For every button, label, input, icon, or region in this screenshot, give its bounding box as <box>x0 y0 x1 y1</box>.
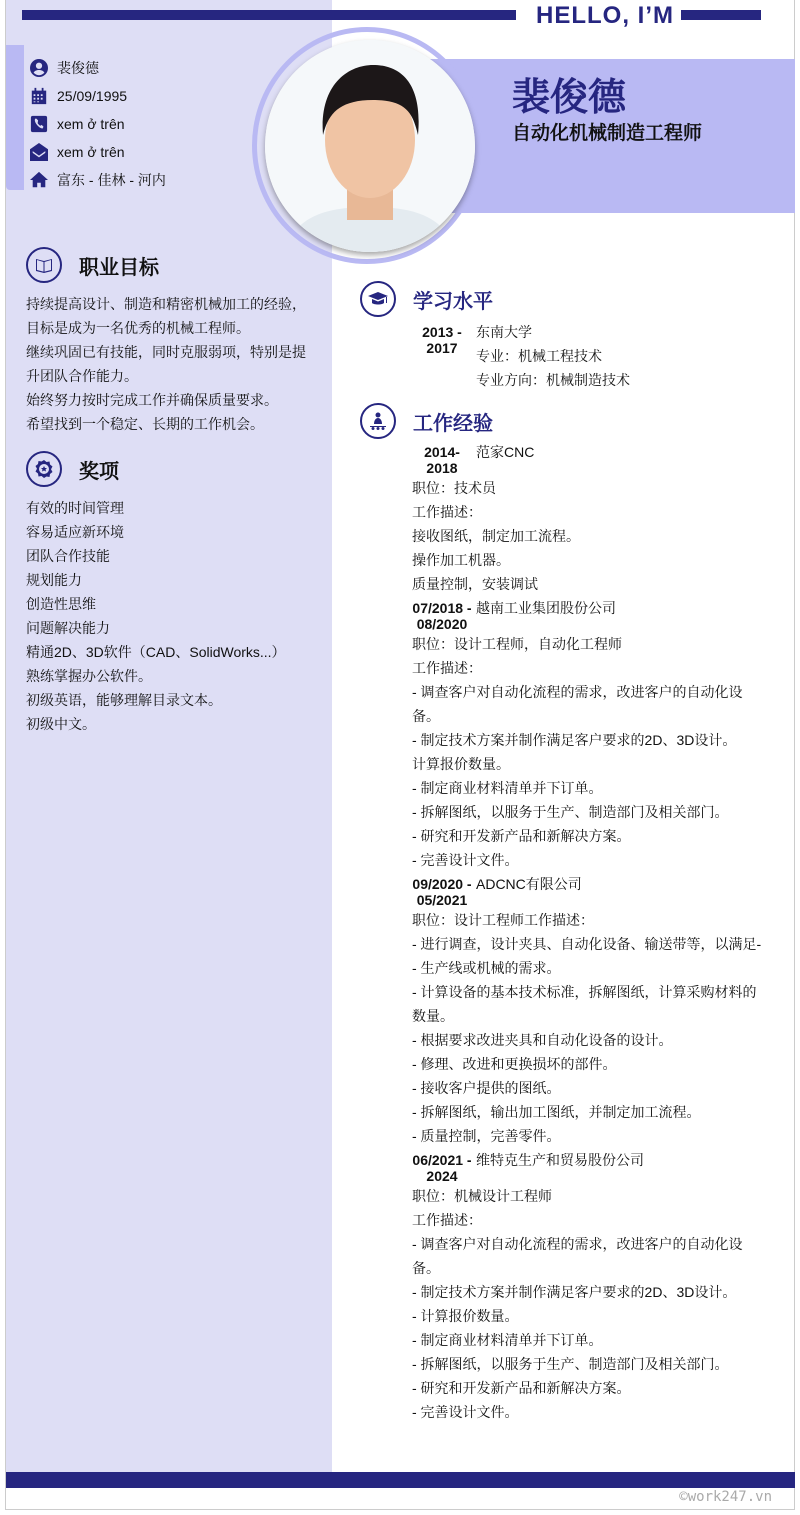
entry-line: - 进行调查，设计夹具、自动化设备、输送带等，以满足- <box>412 936 762 952</box>
award-item: 精通2D、3D软件（CAD、SolidWorks...） <box>26 644 286 660</box>
name-heading: 裴俊德 <box>512 77 627 119</box>
user-icon <box>30 59 48 77</box>
entry-line: - 研究和开发新产品和新解决方案。 <box>412 828 631 844</box>
entry-line: 职位：机械设计工程师 <box>412 1188 552 1204</box>
left-column <box>26 246 316 736</box>
entry-line: - 制定商业材料清单并下订单。 <box>412 1332 603 1348</box>
entry-line: - 修理、改进和更换损坏的部件。 <box>412 1056 617 1072</box>
award-item: 容易适应新环境 <box>26 524 124 540</box>
entry-lines <box>412 1184 770 1424</box>
award-item: 有效的时间管理 <box>26 500 124 516</box>
entry-lines <box>412 632 770 872</box>
entry-line: - 研究和开发新产品和新解决方案。 <box>412 1380 631 1396</box>
company-name: 维特克生产和贸易股份公司 <box>476 1152 644 1168</box>
award-item: 初级英语，能够理解目录文本。 <box>26 692 222 708</box>
entry-line: 接收图纸，制定加工流程。 <box>412 528 580 544</box>
medal-icon <box>26 451 62 487</box>
entry-lines <box>412 908 770 1148</box>
entry-line: - 完善设计文件。 <box>412 1404 519 1420</box>
section-title: 职业目标 <box>79 256 159 279</box>
entry-date: 2014- 2018 <box>424 444 460 476</box>
section-title: 奖项 <box>79 460 119 483</box>
entry-line: - 质量控制，完善零件。 <box>412 1128 561 1144</box>
contact-name <box>30 54 166 82</box>
experience-entry <box>360 1148 770 1424</box>
top-bar-right <box>681 10 761 20</box>
entry-date: 06/2021 - 2024 <box>412 1152 472 1184</box>
job-title: 自动化机械制造工程师 <box>512 123 703 144</box>
entry-line: 工作描述： <box>412 1212 482 1228</box>
entry-line: 质量控制，安装调试 <box>412 576 538 592</box>
entry-line: - 完善设计文件。 <box>412 852 519 868</box>
entry-lines <box>412 476 770 596</box>
entry-date: 07/2018 - 08/2020 <box>412 600 472 632</box>
entry-line: - 拆解图纸，以服务于生产、制造部门及相关部门。 <box>412 804 729 820</box>
entry-line: - 计算报价数量。 <box>412 1308 519 1324</box>
entry-date: 2013 - 2017 <box>422 324 462 356</box>
home-icon <box>30 171 48 189</box>
contact-text: xem ở trên <box>57 116 125 132</box>
entry-line: - 拆解图纸，以服务于生产、制造部门及相关部门。 <box>412 1356 729 1372</box>
contact-address <box>30 166 166 194</box>
entry-line: - 拆解图纸，输出加工图纸，并制定加工流程。 <box>412 1104 701 1120</box>
entry-head <box>412 440 770 476</box>
contact-text: xem ở trên <box>57 144 125 160</box>
award-item: 问题解决能力 <box>26 620 110 636</box>
section-title: 学习水平 <box>413 290 493 313</box>
company-name: ADCNC有限公司 <box>476 876 582 892</box>
entry-date: 09/2020 - 05/2021 <box>412 876 472 908</box>
objective-text <box>26 292 316 436</box>
award-item: 初级中文。 <box>26 716 96 732</box>
watermark: ©work247.vn <box>679 1489 772 1505</box>
graduation-cap-icon <box>360 281 396 317</box>
company-name: 越南工业集团股份公司 <box>476 600 616 616</box>
company-name: 范家CNC <box>476 444 535 460</box>
contact-phone <box>30 110 166 138</box>
calendar-icon <box>30 87 48 105</box>
contact-accent <box>6 45 24 190</box>
entry-line: - 生产线或机械的需求。 <box>412 960 561 976</box>
objective-line: 希望找到一个稳定、长期的工作机会。 <box>26 416 264 432</box>
entry-line: - 调查客户对自动化流程的需求，改进客户的自动化设备。 <box>412 1236 743 1276</box>
experience-entry <box>360 872 770 1148</box>
experience-list <box>360 440 770 1424</box>
entry-line: 职位：技术员 <box>412 480 496 496</box>
entry-line: - 接收客户提供的图纸。 <box>412 1080 561 1096</box>
right-column <box>360 280 770 1424</box>
entry-line: - 计算设备的基本技术标准，拆解图纸，计算采购材料的数量。 <box>412 984 757 1024</box>
entry-line: - 制定商业材料清单并下订单。 <box>412 780 603 796</box>
email-icon <box>30 143 48 161</box>
contact-text: 25/09/1995 <box>57 88 128 104</box>
contact-text: 裴俊德 <box>57 60 99 76</box>
awards-list <box>26 496 316 736</box>
entry-line: - 调查客户对自动化流程的需求，改进客户的自动化设备。 <box>412 684 743 724</box>
top-bar-left <box>22 10 516 20</box>
awards-header <box>26 450 316 488</box>
phone-icon <box>30 115 48 133</box>
objective-header <box>26 246 316 284</box>
profile-photo <box>265 40 475 252</box>
entry-line: 操作加工机器。 <box>412 552 510 568</box>
award-item: 规划能力 <box>26 572 82 588</box>
entry-details <box>476 320 630 392</box>
experience-header <box>360 402 770 440</box>
award-item: 团队合作技能 <box>26 548 110 564</box>
entry-line: - 制定技术方案并制作满足客户要求的2D、3D设计。 <box>412 1284 737 1300</box>
education-header <box>360 280 770 318</box>
entry-line: 工作描述： <box>412 504 482 520</box>
major: 专业：机械工程技术 <box>476 348 602 364</box>
objective-line: 持续提高设计、制造和精密机械加工的经验，目标是成为一名优秀的机械工程师。 <box>26 296 306 336</box>
entry-line: 计算报价数量。 <box>412 756 510 772</box>
entry-line: 职位：设计工程师，自动化工程师 <box>412 636 622 652</box>
bottom-bar <box>6 1472 795 1488</box>
award-item: 创造性思维 <box>26 596 96 612</box>
hello-heading: HELLO, I’M <box>536 2 674 29</box>
award-item: 熟练掌握办公软件。 <box>26 668 152 684</box>
contact-text: 富东 - 佳林 - 河内 <box>57 172 166 188</box>
entry-line: - 制定技术方案并制作满足客户要求的2D、3D设计。 <box>412 732 737 748</box>
objective-line: 继续巩固已有技能，同时克服弱项，特别是提升团队合作能力。 <box>26 344 306 384</box>
specialization: 专业方向：机械制造技术 <box>476 372 630 388</box>
contact-list <box>30 54 166 194</box>
entry-head <box>412 872 770 908</box>
objective-line: 始终努力按时完成工作并确保质量要求。 <box>26 392 278 408</box>
contact-birthdate <box>30 82 166 110</box>
entry-head <box>412 596 770 632</box>
entry-line: 工作描述： <box>412 660 482 676</box>
entry-line: - 根据要求改进夹具和自动化设备的设计。 <box>412 1032 673 1048</box>
contact-email <box>30 138 166 166</box>
experience-entry <box>360 596 770 872</box>
section-title: 工作经验 <box>413 412 493 435</box>
person-rating-icon <box>360 403 396 439</box>
book-icon <box>26 247 62 283</box>
entry-head <box>412 1148 770 1184</box>
education-entry <box>412 320 770 392</box>
school-name: 东南大学 <box>476 324 532 340</box>
entry-line: 职位：设计工程师工作描述： <box>412 912 594 928</box>
experience-entry <box>360 440 770 596</box>
